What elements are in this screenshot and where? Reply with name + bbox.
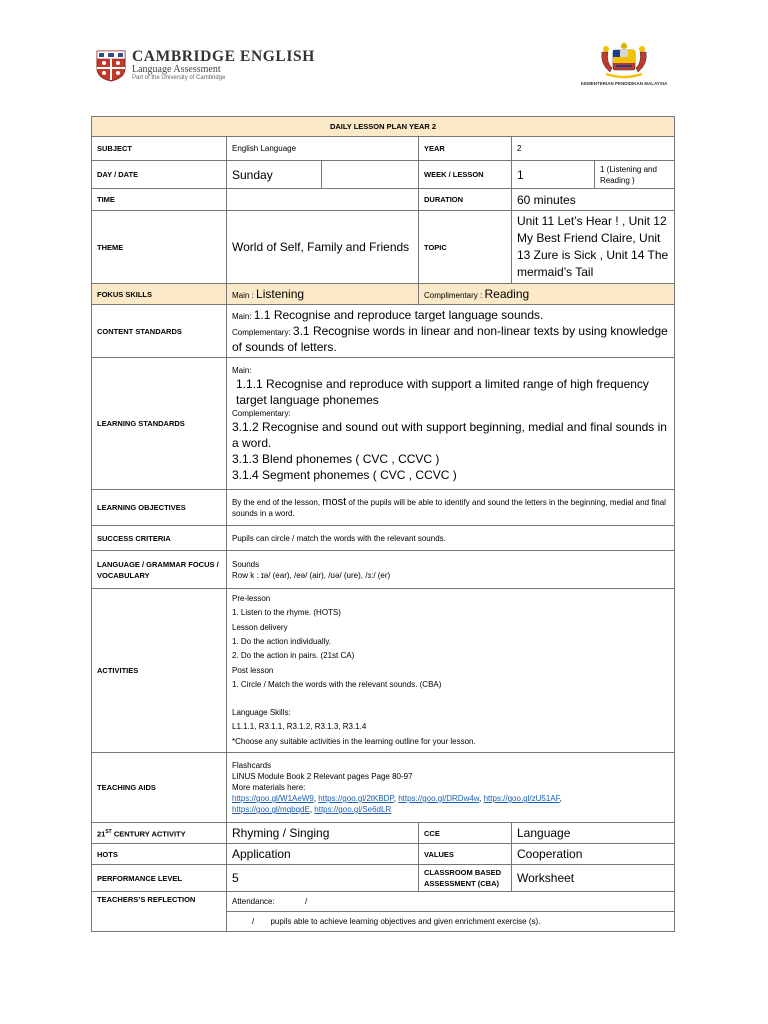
aids-label: TEACHING AIDS (92, 753, 227, 823)
content-standards-value (227, 305, 675, 358)
day-label: DAY / DATE (92, 161, 227, 189)
kpm-caption: KEMENTERIAN PENDIDIKAN MALAYSIA (580, 81, 668, 86)
cambridge-shield-icon (96, 50, 126, 82)
hots-value: Application (227, 844, 419, 865)
activity-line: Lesson delivery (232, 622, 288, 632)
activity-line: *Choose any suitable activities in the learning outline for your lesson. (232, 736, 476, 746)
objectives-suffix: of the pupils will be able to identify and sound the letters in the beginning, medial and final sounds in a word. (232, 497, 666, 518)
activity-line (232, 692, 669, 706)
cce-value: Language (512, 823, 675, 844)
fokus-label: FOKUS SKILLS (92, 284, 227, 305)
fokus-comp-label: Complimentary : (424, 291, 483, 300)
activity-line: 1. Do the action individually. (232, 636, 332, 646)
material-link[interactable]: https://goo.gl/zU51AF (483, 794, 560, 803)
learning-standards-row (92, 358, 675, 490)
activity-line: 1. Listen to the rhyme. (HOTS) (232, 608, 341, 618)
day-row (92, 161, 675, 189)
material-link[interactable]: https://goo.gl/2tKBDP (318, 794, 394, 803)
century-label: 21ST CENTURY ACTIVITY (92, 823, 227, 844)
reflection-row-1 (92, 892, 675, 912)
aids-line: LINUS Module Book 2 Relevant pages Page 80-97 (232, 772, 413, 781)
activities-value (227, 589, 675, 753)
cambridge-english-logo (96, 50, 326, 84)
objectives-most: most (322, 495, 347, 508)
ls-item: 3.1.3 Blend phonemes ( CVC , CCVC ) (232, 451, 440, 466)
cs-main-label: Main: (232, 312, 252, 321)
material-link[interactable]: https://goo.gl/mqbqdE (232, 805, 310, 814)
time-row (92, 189, 675, 211)
malaysia-crest-icon (596, 40, 652, 80)
aids-line: Flashcards (232, 761, 272, 770)
duration-value: 60 minutes (512, 189, 675, 211)
attendance-value: / (304, 897, 308, 906)
fokus-main-label: Main : (232, 291, 254, 300)
success-row (92, 526, 675, 551)
cba-label: CLASSROOM BASED ASSESSMENT (CBA) (419, 865, 512, 892)
reflection-label: TEACHERS’S REFLECTION (92, 892, 227, 932)
duration-label: DURATION (419, 189, 512, 211)
fokus-comp-value: Reading (484, 287, 530, 301)
plan-title: DAILY LESSON PLAN YEAR 2 (92, 117, 675, 137)
success-label: SUCCESS CRITERIA (92, 526, 227, 551)
performance-label: PERFORMANCE LEVEL (92, 865, 227, 892)
activity-line: L1.1.1, R3.1.1, R3.1.2, R3.1.3, R3.1.4 (232, 722, 367, 732)
language-line: Row k : ɪə/ (ear), /eə/ (air), /ʊə/ (ure), /ɜ:/ (er) (232, 570, 391, 580)
cs-comp-value: 3.1 Recognise words in linear and non-linear texts by using knowledge of sounds of letters. (232, 324, 668, 354)
aids-value: Flashcards LINUS Module Book 2 Relevant pages Page 80-97 More materials here: https://goo.gl/W1AeW9, https://goo.gl/2tKBDP, https://goo.gl/DRDw4w, https://goo.gl/zU51AF, https://goo.gl/mqbqdE, https://goo.gl/Se6dLR (227, 753, 675, 823)
ls-main-value: 1.1.1 Recognise and reproduce with support a limited range of high frequency target language phonemes (236, 376, 649, 407)
objectives-label: LEARNING OBJECTIVES (92, 490, 227, 526)
activity-line: 1. Circle / Match the words with the relevant sounds. (CBA) (232, 679, 442, 689)
learning-standards-label: LEARNING STANDARDS (92, 358, 227, 490)
fokus-main-value: Listening (256, 287, 305, 301)
objectives-prefix: By the end of the lesson, (232, 497, 321, 507)
attendance-cell (227, 892, 675, 912)
cba-value: Worksheet (512, 865, 675, 892)
content-standards-label: CONTENT STANDARDS (92, 305, 227, 358)
plan-title-row (92, 117, 675, 137)
success-value: Pupils can circle / match the words with the relevant sounds. (227, 526, 675, 551)
objectives-value (227, 490, 675, 526)
language-value (227, 551, 675, 589)
fokus-main (227, 284, 419, 305)
aids-line: More materials here: (232, 783, 306, 792)
activity-line: 2. Do the action in pairs. (21st CA) (232, 651, 355, 661)
language-label: LANGUAGE / GRAMMAR FOCUS / VOCABULARY (92, 551, 227, 589)
week-value: 1 (512, 161, 595, 189)
activities-label: ACTIVITIES (92, 589, 227, 753)
subject-label: SUBJECT (92, 137, 227, 161)
activity-line: Language Skills: (232, 708, 291, 718)
hots-row (92, 844, 675, 865)
aids-row (92, 753, 675, 823)
cambridge-subtitle: Language Assessment (132, 64, 221, 75)
century-row (92, 823, 675, 844)
objectives-row (92, 490, 675, 526)
subject-row (92, 137, 675, 161)
date-value (322, 161, 419, 189)
learning-standards-value (227, 358, 675, 490)
values-label: VALUES (419, 844, 512, 865)
performance-row (92, 865, 675, 892)
lesson-value: 1 (Listening and Reading ) (595, 161, 675, 189)
theme-value: World of Self, Family and Friends (227, 211, 419, 284)
ls-item: 3.1.4 Segment phonemes ( CVC , CCVC ) (232, 467, 457, 482)
year-value: 2 (512, 137, 675, 161)
week-label: WEEK / LESSON (419, 161, 512, 189)
topic-value: Unit 11 Let’s Hear ! , Unit 12 My Best Friend Claire, Unit 13 Zure is Sick , Unit 14 The mermaid’s Tail (512, 211, 675, 284)
activity-line: Pre-lesson (232, 594, 271, 604)
ls-item: 3.1.2 Recognise and sound out with support beginning, medial and final sounds in a word. (232, 419, 667, 450)
kpm-logo (576, 40, 672, 92)
time-value (227, 189, 419, 211)
attendance-label: Attendance: (232, 897, 275, 906)
cs-main-value: 1.1 Recognise and reproduce target language sounds. (253, 308, 544, 322)
activities-row (92, 589, 675, 753)
content-standards-row (92, 305, 675, 358)
cambridge-tagline: Part of the University of Cambridge (132, 75, 226, 81)
ls-comp-label: Complementary: (232, 408, 291, 418)
year-label: YEAR (419, 137, 512, 161)
performance-value: 5 (227, 865, 419, 892)
fokus-row (92, 284, 675, 305)
page-header (0, 0, 768, 110)
reflection-slash: / (252, 917, 255, 926)
century-value: Rhyming / Singing (227, 823, 419, 844)
cs-comp-label: Complementary: (232, 328, 291, 337)
hots-label: HOTS (92, 844, 227, 865)
time-label: TIME (92, 189, 227, 211)
theme-label: THEME (92, 211, 227, 284)
reflection-text-cell (227, 912, 675, 932)
day-value: Sunday (227, 161, 322, 189)
material-link[interactable]: https://goo.gl/W1AeW9 (232, 794, 314, 803)
material-link[interactable]: https://goo.gl/DRDw4w (398, 794, 480, 803)
cambridge-title: CAMBRIDGE ENGLISH (132, 48, 315, 65)
material-link[interactable]: https://goo.gl/Se6dLR (314, 805, 392, 814)
lesson-plan-table (91, 116, 675, 932)
fokus-comp (419, 284, 675, 305)
values-value: Cooperation (512, 844, 675, 865)
activity-line: Post lesson (232, 665, 274, 675)
cce-label: CCE (419, 823, 512, 844)
ls-main-label: Main: (232, 365, 252, 375)
theme-row (92, 211, 675, 284)
reflection-text: pupils able to achieve learning objectives and given enrichment exercise (s). (270, 917, 541, 926)
topic-label: TOPIC (419, 211, 512, 284)
language-line: Sounds (232, 559, 260, 569)
language-row (92, 551, 675, 589)
subject-value: English Language (227, 137, 419, 161)
